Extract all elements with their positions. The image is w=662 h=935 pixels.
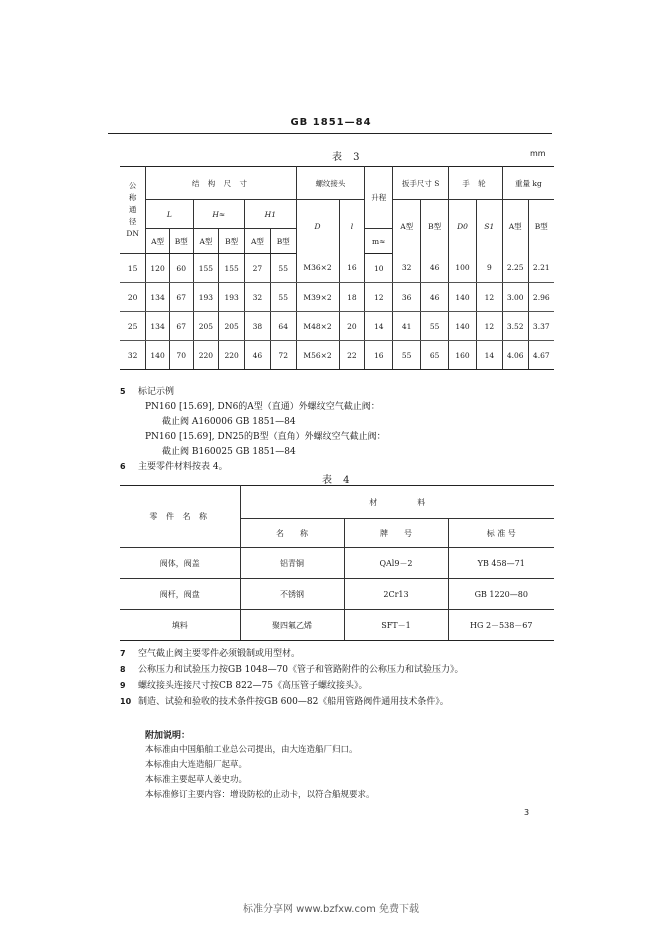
table3-cell: 100	[449, 254, 477, 283]
table3-header-l: l	[339, 200, 365, 254]
table3-cell: 9	[476, 254, 502, 283]
table4-header-name: 名 称	[240, 519, 344, 548]
table3-header-weight-A: A型	[502, 200, 528, 254]
table3-header-D: D	[296, 200, 339, 254]
table3-cell: M39×2	[296, 283, 339, 312]
item-number: 9	[120, 681, 126, 690]
page-number: 3	[524, 808, 530, 817]
table3-header-weight: 重量 kg	[502, 167, 554, 200]
table4-header-grade: 牌 号	[344, 519, 448, 548]
table3-cell: 220	[219, 341, 245, 370]
table3-header-thread: 螺纹接头	[296, 167, 365, 200]
table4-cell: 阀杆，阀盘	[120, 579, 240, 610]
section5-example2-mark: 截止阀 B160025 GB 1851—84	[162, 447, 296, 457]
table3-cell: 3.37	[528, 312, 554, 341]
table3-cell: 10	[365, 254, 393, 283]
table3-header-wrench-A: A型	[393, 200, 421, 254]
table4-cell: 铝青铜	[240, 548, 344, 579]
table3-cell: 64	[270, 312, 296, 341]
item-text: 空气截止阀主要零件必须锻制或用型材。	[138, 649, 301, 659]
table3-cell: 220	[193, 341, 219, 370]
table4-cell: GB 1220—80	[448, 579, 554, 610]
table3-header-structure: 结 构 尺 寸	[146, 167, 296, 200]
table3-header-L-B: B型	[169, 229, 193, 254]
table3-cell: 2.21	[528, 254, 554, 283]
table3-cell: 32	[120, 341, 146, 370]
table3-cell: 205	[193, 312, 219, 341]
table3-cell: M48×2	[296, 312, 339, 341]
table3-cell: 2.25	[502, 254, 528, 283]
table3-header-handwheel: 手 轮	[449, 167, 503, 200]
table3-cell: 18	[339, 283, 365, 312]
table3-cell: 55	[393, 341, 421, 370]
table3-cell: 32	[245, 283, 271, 312]
table3-cell: 55	[421, 312, 449, 341]
table4-cell: 2Cr13	[344, 579, 448, 610]
table3-cell: 3.00	[502, 283, 528, 312]
table4-cell: 不锈钢	[240, 579, 344, 610]
table4-header-material: 材 料	[240, 486, 554, 519]
table3-row	[120, 341, 554, 370]
table3-caption: 表 3	[332, 152, 364, 163]
table3-row	[120, 312, 554, 341]
table3-cell: 134	[146, 312, 170, 341]
table3-cell: 32	[393, 254, 421, 283]
table3-header-D0: D0	[449, 200, 477, 254]
table3-cell: 16	[365, 341, 393, 370]
table3-cell: 60	[169, 254, 193, 283]
item-number: 10	[120, 697, 132, 706]
section5-example1: PN160 [15.69], DN6的A型（直通）外螺纹空气截止阀：	[145, 402, 380, 412]
table3-header-dn: 公称通径DN	[120, 167, 146, 254]
table3-header-L-A: A型	[146, 229, 170, 254]
table3-cell: 27	[245, 254, 271, 283]
table3-header-H1: H1	[245, 200, 297, 229]
table3-row	[120, 283, 554, 312]
table3-cell: 55	[270, 254, 296, 283]
item-text: 公称压力和试验压力按GB 1048—70《管子和管路附件的公称压力和试验压力》。	[138, 665, 464, 675]
table3-header-H1-B: B型	[270, 229, 296, 254]
table3-cell: 12	[365, 283, 393, 312]
item-number: 8	[120, 665, 126, 674]
table3-cell: 155	[193, 254, 219, 283]
table3-cell: 120	[146, 254, 170, 283]
table3-cell: 205	[219, 312, 245, 341]
table3-header-H-B: B型	[219, 229, 245, 254]
table3-cell: 14	[476, 341, 502, 370]
table3-cell: 160	[449, 341, 477, 370]
table3-cell: 3.52	[502, 312, 528, 341]
table3-cell: 46	[421, 283, 449, 312]
table4-row	[120, 579, 554, 610]
table4-materials	[120, 485, 554, 641]
notes-title: 附加说明：	[145, 731, 191, 741]
table3-cell: 41	[393, 312, 421, 341]
table3-header-m: m≈	[365, 229, 393, 254]
table3-cell: 36	[393, 283, 421, 312]
table3-header-H-A: A型	[193, 229, 219, 254]
table3-cell: 15	[120, 254, 146, 283]
table3-header-S1: S1	[476, 200, 502, 254]
note-line: 本标准由中国船舶工业总公司提出，由大连造船厂归口。	[145, 745, 358, 755]
table4-header-standard: 标 准 号	[448, 519, 554, 548]
table3-cell: 14	[365, 312, 393, 341]
table3-cell: 38	[245, 312, 271, 341]
table3-unit: mm	[530, 149, 546, 158]
table3-row	[120, 254, 554, 283]
note-line: 本标准主要起草人姜史功。	[145, 775, 248, 785]
watermark-footer: 标准分享网 www.bzfxw.com 免费下载	[243, 904, 419, 915]
table3-cell: 16	[339, 254, 365, 283]
table4-cell: YB 458—71	[448, 548, 554, 579]
section5-heading: 5 标记示例	[120, 387, 175, 397]
table3-cell: 65	[421, 341, 449, 370]
table3-cell: 134	[146, 283, 170, 312]
table3-header-weight-B: B型	[528, 200, 554, 254]
table3-cell: 4.67	[528, 341, 554, 370]
numbered-item	[120, 646, 300, 659]
table4-header-part: 零 件 名 称	[120, 486, 240, 548]
table3-cell: 4.06	[502, 341, 528, 370]
table3-dimensions	[120, 166, 554, 370]
table3-header-wrench: 扳手尺寸 S	[393, 167, 449, 200]
note-line: 本标准修订主要内容：增设防松的止动卡，以符合船规要求。	[145, 790, 375, 800]
table3-cell: 140	[146, 341, 170, 370]
numbered-item	[120, 678, 368, 691]
table3-header-lift: 升程	[365, 167, 393, 229]
table3-cell: 140	[449, 283, 477, 312]
table3-cell: 193	[219, 283, 245, 312]
table3-cell: 67	[169, 283, 193, 312]
section6-heading: 6 主要零件材料按表 4。	[120, 462, 228, 472]
table3-cell: M36×2	[296, 254, 339, 283]
table3-cell: M56×2	[296, 341, 339, 370]
table3-cell: 67	[169, 312, 193, 341]
table3-cell: 140	[449, 312, 477, 341]
table4-cell: 填料	[120, 610, 240, 641]
standard-number-header: GB 1851—84	[290, 117, 372, 128]
table3-cell: 55	[270, 283, 296, 312]
table3-cell: 46	[421, 254, 449, 283]
table3-header-H1-A: A型	[245, 229, 271, 254]
table3-cell: 155	[219, 254, 245, 283]
table4-cell: QAl9－2	[344, 548, 448, 579]
table3-cell: 22	[339, 341, 365, 370]
numbered-item	[120, 662, 464, 675]
note-line: 本标准由大连造船厂起草。	[145, 760, 248, 770]
section5-example1-mark: 截止阀 A160006 GB 1851—84	[162, 417, 296, 427]
table3-header-wrench-B: B型	[421, 200, 449, 254]
table4-row	[120, 610, 554, 641]
table3-cell: 72	[270, 341, 296, 370]
table3-cell: 2.96	[528, 283, 554, 312]
table4-caption: 表 4	[322, 475, 354, 486]
table4-cell: HG 2－538－67	[448, 610, 554, 641]
table3-header-L: L	[146, 200, 193, 229]
table3-header-H: H≈	[193, 200, 245, 229]
table3-cell: 20	[120, 283, 146, 312]
header-rule	[108, 133, 552, 134]
section5-example2: PN160 [15.69], DN25的B型（直角）外螺纹空气截止阀：	[145, 432, 386, 442]
table3-cell: 193	[193, 283, 219, 312]
table4-cell: 阀体，阀盖	[120, 548, 240, 579]
table3-cell: 46	[245, 341, 271, 370]
table4-cell: SFT－1	[344, 610, 448, 641]
table4-row	[120, 548, 554, 579]
item-text: 制造、试验和验收的技术条件按GB 600—82《船用管路阀件通用技术条件》。	[138, 697, 449, 707]
numbered-item	[120, 694, 449, 707]
table3-cell: 12	[476, 283, 502, 312]
table3-cell: 70	[169, 341, 193, 370]
item-number: 7	[120, 649, 126, 658]
table3-cell: 20	[339, 312, 365, 341]
table4-cell: 聚四氟乙烯	[240, 610, 344, 641]
table3-cell: 12	[476, 312, 502, 341]
item-text: 螺纹接头连接尺寸按CB 822—75《高压管子螺纹接头》。	[138, 681, 368, 691]
table3-cell: 25	[120, 312, 146, 341]
